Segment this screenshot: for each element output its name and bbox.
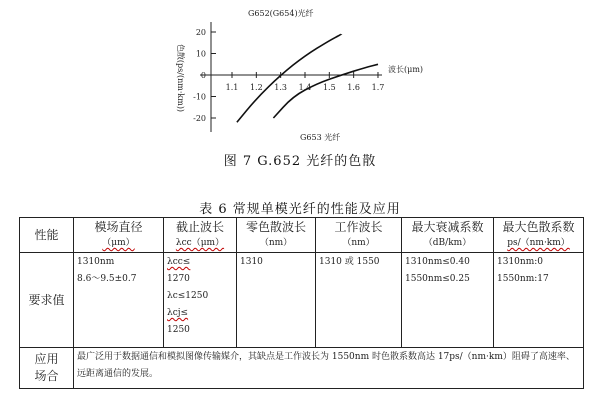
x-tick-label: 1.1 <box>225 83 239 92</box>
y-axis-label: 色散(ps/(nm·km)) <box>176 43 185 113</box>
row-label-requirement: 要求值 <box>20 253 74 348</box>
table-row-application <box>20 348 584 389</box>
cell-application-text: 最广泛用于数据通信和模拟图像传输媒介，其缺点是工作波长为 1550nm 时色散系数高达 17ps/（nm·km）阻碍了高速率、远距离通信的发展。 <box>74 348 584 389</box>
table-header-row <box>20 218 584 253</box>
cell-working-wavelength: 1310 或 1550 <box>316 253 402 348</box>
x-tick-label: 1.4 <box>298 83 312 92</box>
y-tick-label: -10 <box>193 92 206 102</box>
series-group <box>237 34 378 122</box>
header-cell-cutoff: 截止波长 λcc（μm） <box>164 218 237 253</box>
chart-axes <box>200 22 382 132</box>
header-cell-attenuation: 最大衰减系数 （dB/km） <box>402 218 494 253</box>
row-label-application: 应用 场合 <box>20 348 74 389</box>
table-row-requirement <box>20 253 584 348</box>
x-tick-label: 1.6 <box>347 83 361 92</box>
figure-caption: 图 7 G.652 光纤的色散 <box>223 154 377 169</box>
header-cell-zero-dispersion: 零色散波长 （nm） <box>237 218 316 253</box>
series-label-g653: G653 光纤 <box>300 133 341 142</box>
cell-dispersion: 1310nm:0 1550nm:17 <box>494 253 584 348</box>
y-tick-label: 0 <box>200 71 206 80</box>
y-tick-label: 20 <box>195 28 206 37</box>
table-title: 表 6 常规单模光纤的性能及应用 <box>199 202 401 217</box>
header-cell-dispersion: 最大色散系数 ps/（nm·km） <box>494 218 584 253</box>
y-tick-label: 10 <box>195 49 206 59</box>
series-line-g652 <box>237 34 342 122</box>
x-tick-label: 1.7 <box>371 83 385 92</box>
series-label-g652: G652(G654)光纤 <box>248 9 314 18</box>
cell-mode-field: 1310nm 8.6～9.5±0.7 <box>74 253 164 348</box>
header-cell-performance: 性能 <box>20 218 74 253</box>
x-tick-label: 1.2 <box>249 83 263 92</box>
cell-cutoff: λcc≤ 1270 λc≤1250 λcj≤ 1250 <box>164 253 237 348</box>
y-ticks <box>193 28 216 123</box>
cell-attenuation: 1310nm≤0.40 1550nm≤0.25 <box>402 253 494 348</box>
dispersion-chart <box>0 0 600 150</box>
x-tick-label: 1.3 <box>274 83 288 92</box>
header-cell-mode-field: 模场直径 （μm） <box>74 218 164 253</box>
y-tick-label: -20 <box>193 114 206 123</box>
x-tick-label: 1.5 <box>322 83 336 92</box>
spec-table <box>19 217 584 389</box>
cell-zero-dispersion: 1310 <box>237 253 316 348</box>
x-axis-label: 波长(μm) <box>388 65 424 74</box>
header-cell-working-wavelength: 工作波长 （nm） <box>316 218 402 253</box>
